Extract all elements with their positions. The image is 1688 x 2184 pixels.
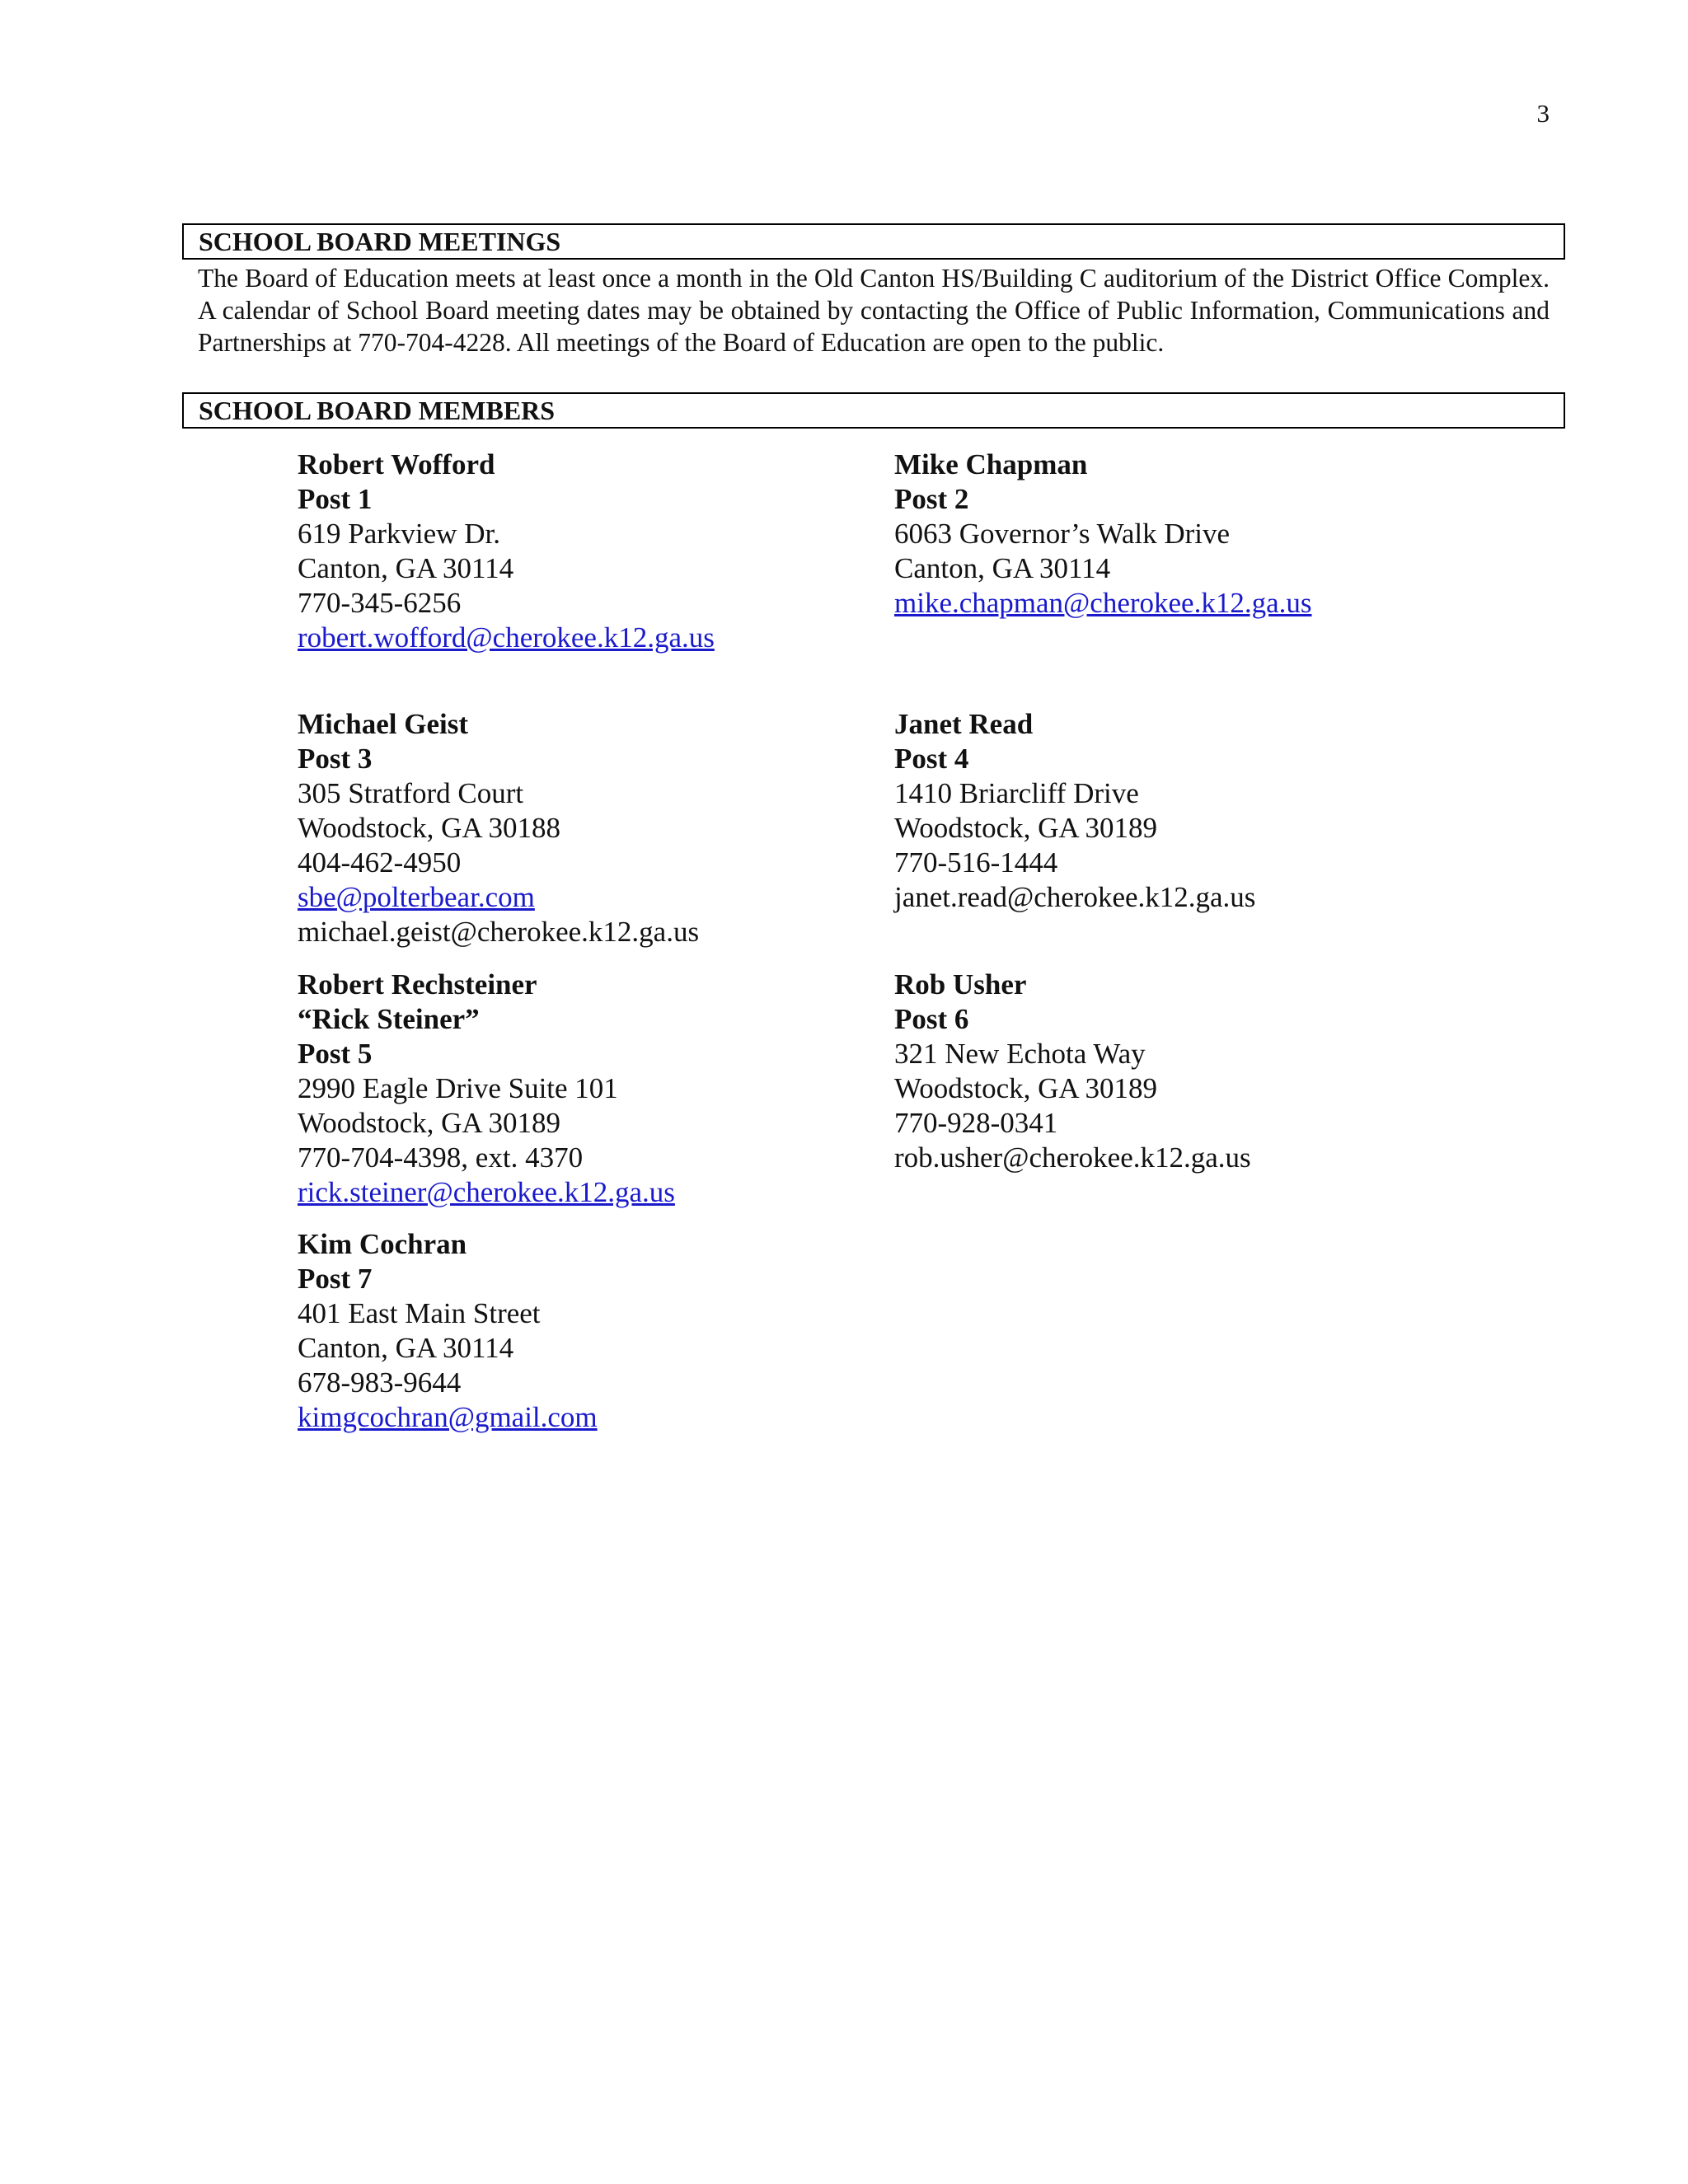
member-address-line2: Woodstock, GA 30189 — [298, 1107, 560, 1139]
member-address-line2: Canton, GA 30114 — [298, 1332, 514, 1364]
member-card-post-7 — [298, 1227, 598, 1435]
member-email-link[interactable]: rick.steiner@cherokee.k12.ga.us — [298, 1176, 675, 1208]
member-address-line1: 619 Parkview Dr. — [298, 518, 500, 550]
member-email-text: janet.read@cherokee.k12.ga.us — [894, 881, 1256, 913]
member-card-post-1 — [298, 448, 715, 655]
member-post: Post 3 — [298, 743, 373, 775]
member-name: Kim Cochran — [298, 1228, 467, 1260]
member-email-secondary: michael.geist@cherokee.k12.ga.us — [298, 916, 700, 948]
member-address-line1: 6063 Governor’s Walk Drive — [894, 518, 1231, 550]
member-name: Mike Chapman — [894, 448, 1088, 480]
member-card-post-2 — [894, 448, 1312, 621]
member-address-line1: 2990 Eagle Drive Suite 101 — [298, 1072, 618, 1104]
member-post: Post 5 — [298, 1038, 373, 1070]
member-phone: 404-462-4950 — [298, 846, 462, 879]
member-card-post-4 — [894, 707, 1255, 915]
member-phone: 770-704-4398, ext. 4370 — [298, 1141, 584, 1174]
member-name: Robert Rechsteiner — [298, 968, 537, 1001]
member-email-link[interactable]: robert.wofford@cherokee.k12.ga.us — [298, 621, 715, 654]
member-phone: 770-345-6256 — [298, 587, 462, 619]
section-header-members: SCHOOL BOARD MEMBERS — [182, 392, 1565, 429]
member-phone: 770-928-0341 — [894, 1107, 1058, 1139]
member-name: Michael Geist — [298, 708, 469, 740]
member-phone: 678-983-9644 — [298, 1366, 462, 1399]
section-header-meetings: SCHOOL BOARD MEETINGS — [182, 223, 1565, 260]
member-address-line2: Woodstock, GA 30188 — [298, 812, 560, 844]
member-email-link[interactable]: sbe@polterbear.com — [298, 881, 535, 913]
member-name: Rob Usher — [894, 968, 1027, 1001]
member-post: Post 6 — [894, 1003, 969, 1035]
member-name: Janet Read — [894, 708, 1034, 740]
member-card-post-6 — [894, 968, 1251, 1175]
member-post: Post 2 — [894, 483, 969, 515]
member-name: Robert Wofford — [298, 448, 495, 480]
member-address-line2: Canton, GA 30114 — [894, 552, 1111, 584]
member-email-text: rob.usher@cherokee.k12.ga.us — [894, 1141, 1251, 1174]
member-address-line1: 401 East Main Street — [298, 1297, 541, 1329]
member-nickname: “Rick Steiner” — [298, 1003, 480, 1035]
member-address-line1: 305 Stratford Court — [298, 777, 524, 809]
member-address-line2: Canton, GA 30114 — [298, 552, 514, 584]
member-address-line2: Woodstock, GA 30189 — [894, 812, 1157, 844]
member-post: Post 1 — [298, 483, 373, 515]
member-address-line1: 1410 Briarcliff Drive — [894, 777, 1139, 809]
member-phone: 770-516-1444 — [894, 846, 1058, 879]
member-email-link[interactable]: mike.chapman@cherokee.k12.ga.us — [894, 587, 1312, 619]
member-card-post-3 — [298, 707, 699, 949]
member-post: Post 4 — [894, 743, 969, 775]
member-post: Post 7 — [298, 1263, 373, 1295]
member-card-post-5 — [298, 968, 675, 1210]
page-number: 3 — [1536, 99, 1550, 128]
member-address-line2: Woodstock, GA 30189 — [894, 1072, 1157, 1104]
member-email-link[interactable]: kimgcochran@gmail.com — [298, 1401, 598, 1433]
member-address-line1: 321 New Echota Way — [894, 1038, 1146, 1070]
meetings-paragraph: The Board of Education meets at least once a month in the Old Canton HS/Building C auditorium of the District Office Complex. A calendar of School Board meeting dates may be obtained by contacting the Office of Public Information, Communications and Partnerships at 770-704-4228. All meetings of the Board of Education are open to the public. — [198, 264, 1550, 357]
